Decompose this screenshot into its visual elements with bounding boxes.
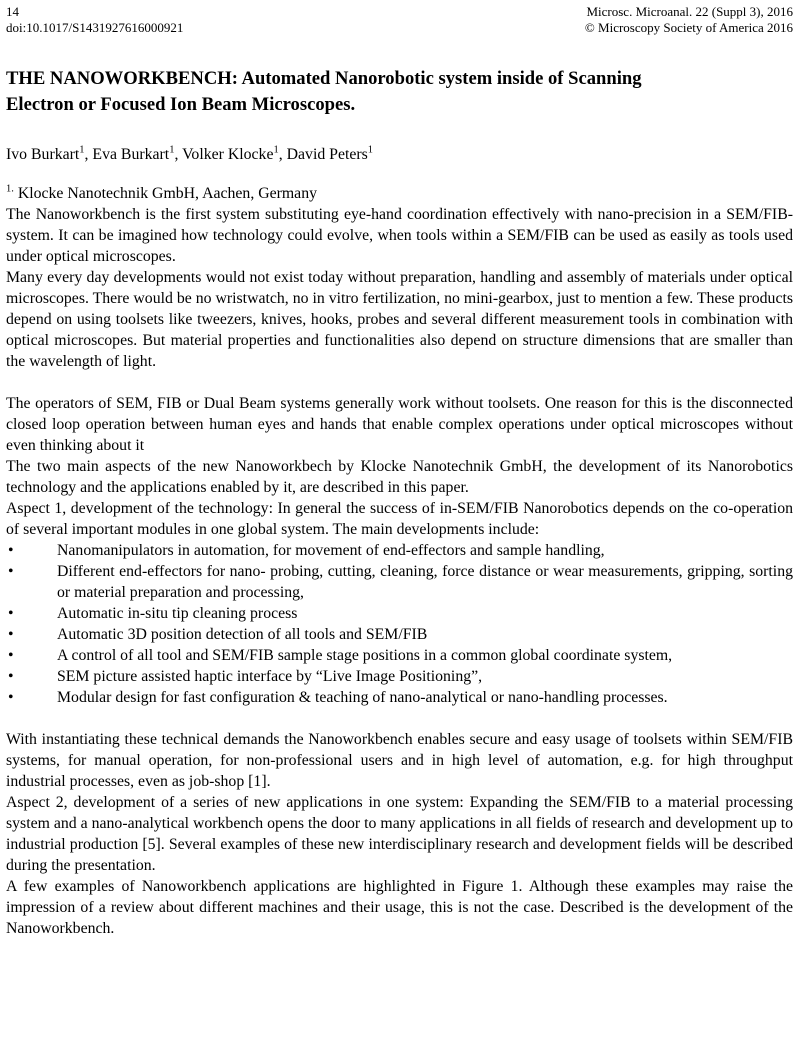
paragraph-aspect-2: Aspect 2, development of a series of new applications in one system: Expanding the SEM/FIB to a material processing system and a nano-analytical workbench opens the door to many applications in all fields of research and development up to industrial production [5]. Several examples of these new interdisciplinary research and development fields will be described during the presentation. — [6, 794, 793, 874]
bullet-text: Modular design for fast configuration & teaching of nano-analytical or nano-handling processes. — [57, 689, 668, 706]
bullet-marker: • — [8, 626, 14, 643]
bullet-marker: • — [8, 668, 14, 685]
author-affiliation-superscript: 1 — [169, 144, 175, 156]
page-number: 14 — [6, 4, 19, 19]
bullet-text: Different end-effectors for nano- probing, cutting, cleaning, force distance or wear measurements, gripping, sorting or material preparation and processing, — [57, 563, 793, 601]
paragraph-intro: The Nanoworkbench is the first system substituting eye-hand coordination effectively with nano-precision in a SEM/FIB-system. It can be imagined how technology could evolve, when tools within a SEM/FIB can be used as easily as tools used under optical microscopes. — [6, 206, 793, 265]
author-affiliation-superscript: 1 — [79, 144, 85, 156]
paper-body — [6, 204, 793, 939]
bullet-marker: • — [8, 689, 14, 706]
paper-title — [6, 66, 793, 118]
author-name: David Peters — [286, 146, 368, 163]
affiliation-line — [6, 183, 793, 204]
paper-title-line-1: THE NANOWORKBENCH: Automated Nanorobotic system inside of Scanning — [6, 68, 642, 89]
paragraph-group-conclusion — [6, 729, 793, 939]
development-bullet-list — [6, 540, 793, 708]
paragraph-optical-microscopes: Many every day developments would not exist today without preparation, handling and assembly of materials under optical microscopes. There would be no wristwatch, no in vitro fertilization, no mini-gearbox, just to mention a few. These products depend on using toolsets like tweezers, knives, hooks, probes and several different measurement tools in combination with optical microscopes. But material properties and functionalities also depend on structure dimensions that are smaller than the wavelength of light. — [6, 269, 793, 370]
page-header-left — [6, 4, 183, 36]
author-separator: , — [84, 146, 93, 163]
affiliation-text: Klocke Nanotechnik GmbH, Aachen, Germany — [13, 185, 317, 202]
paragraph-operators: The operators of SEM, FIB or Dual Beam systems generally work without toolsets. One reason for this is the disconnected closed loop operation between human eyes and hands that enable complex operations under optical microscopes without even thinking about it — [6, 395, 793, 454]
bullet-marker: • — [8, 605, 14, 622]
bullet-marker: • — [8, 542, 14, 559]
bullet-item — [6, 603, 793, 624]
author-name: Ivo Burkart — [6, 146, 80, 163]
author-separator: , — [278, 146, 287, 163]
authors-line — [6, 144, 793, 165]
bullet-item — [6, 666, 793, 687]
bullet-item — [6, 645, 793, 666]
journal-reference: Microsc. Microanal. 22 (Suppl 3), 2016 — [586, 4, 793, 19]
paragraph-instantiating: With instantiating these technical demands the Nanoworkbench enables secure and easy usage of toolsets within SEM/FIB systems, for manual operation, for non-professional users and in high level of automation, e.g. for high throughput industrial processes, even as job-shop [1]. — [6, 731, 793, 790]
author-name: Volker Klocke — [182, 146, 274, 163]
author-affiliation-superscript: 1 — [273, 144, 279, 156]
author-separator: , — [174, 146, 183, 163]
page-header — [6, 4, 793, 36]
bullet-marker: • — [8, 563, 14, 580]
paper-title-line-2: Electron or Focused Ion Beam Microscopes. — [6, 94, 356, 115]
bullet-item — [6, 624, 793, 645]
author-affiliation-superscript: 1 — [367, 144, 374, 156]
bullet-marker: • — [8, 647, 14, 664]
page-header-right — [585, 4, 793, 36]
paragraph-figure-examples: A few examples of Nanoworkbench applications are highlighted in Figure 1. Although these examples may raise the impression of a review about different machines and their usage, this is not the case. Described is the development of the Nanoworkbench. — [6, 878, 793, 937]
doi: doi:10.1017/S1431927616000921 — [6, 20, 184, 35]
bullet-text: Automatic in-situ tip cleaning process — [57, 605, 298, 622]
paragraph-two-main-aspects: The two main aspects of the new Nanoworkbech by Klocke Nanotechnik GmbH, the development of its Nanorobotics technology and the applications enabled by it, are described in this paper. — [6, 458, 793, 496]
affiliation-superscript: 1. — [6, 183, 14, 195]
paragraph-aspect-1: Aspect 1, development of the technology: In general the success of in-SEM/FIB Nanorobotics depends on the co-operation of several important modules in one global system. The main developments include: — [6, 500, 793, 538]
bullet-text: Nanomanipulators in automation, for movement of end-effectors and sample handling, — [57, 542, 605, 559]
copyright-notice: © Microscopy Society of America 2016 — [584, 20, 793, 35]
bullet-text: A control of all tool and SEM/FIB sample stage positions in a common global coordinate system, — [57, 647, 673, 664]
bullet-text: Automatic 3D position detection of all tools and SEM/FIB — [57, 626, 428, 643]
bullet-item — [6, 540, 793, 561]
bullet-text: SEM picture assisted haptic interface by “Live Image Positioning”, — [57, 668, 483, 685]
bullet-item — [6, 561, 793, 603]
author-name: Eva Burkart — [92, 146, 170, 163]
paragraph-group-operators — [6, 393, 793, 498]
bullet-item — [6, 687, 793, 708]
